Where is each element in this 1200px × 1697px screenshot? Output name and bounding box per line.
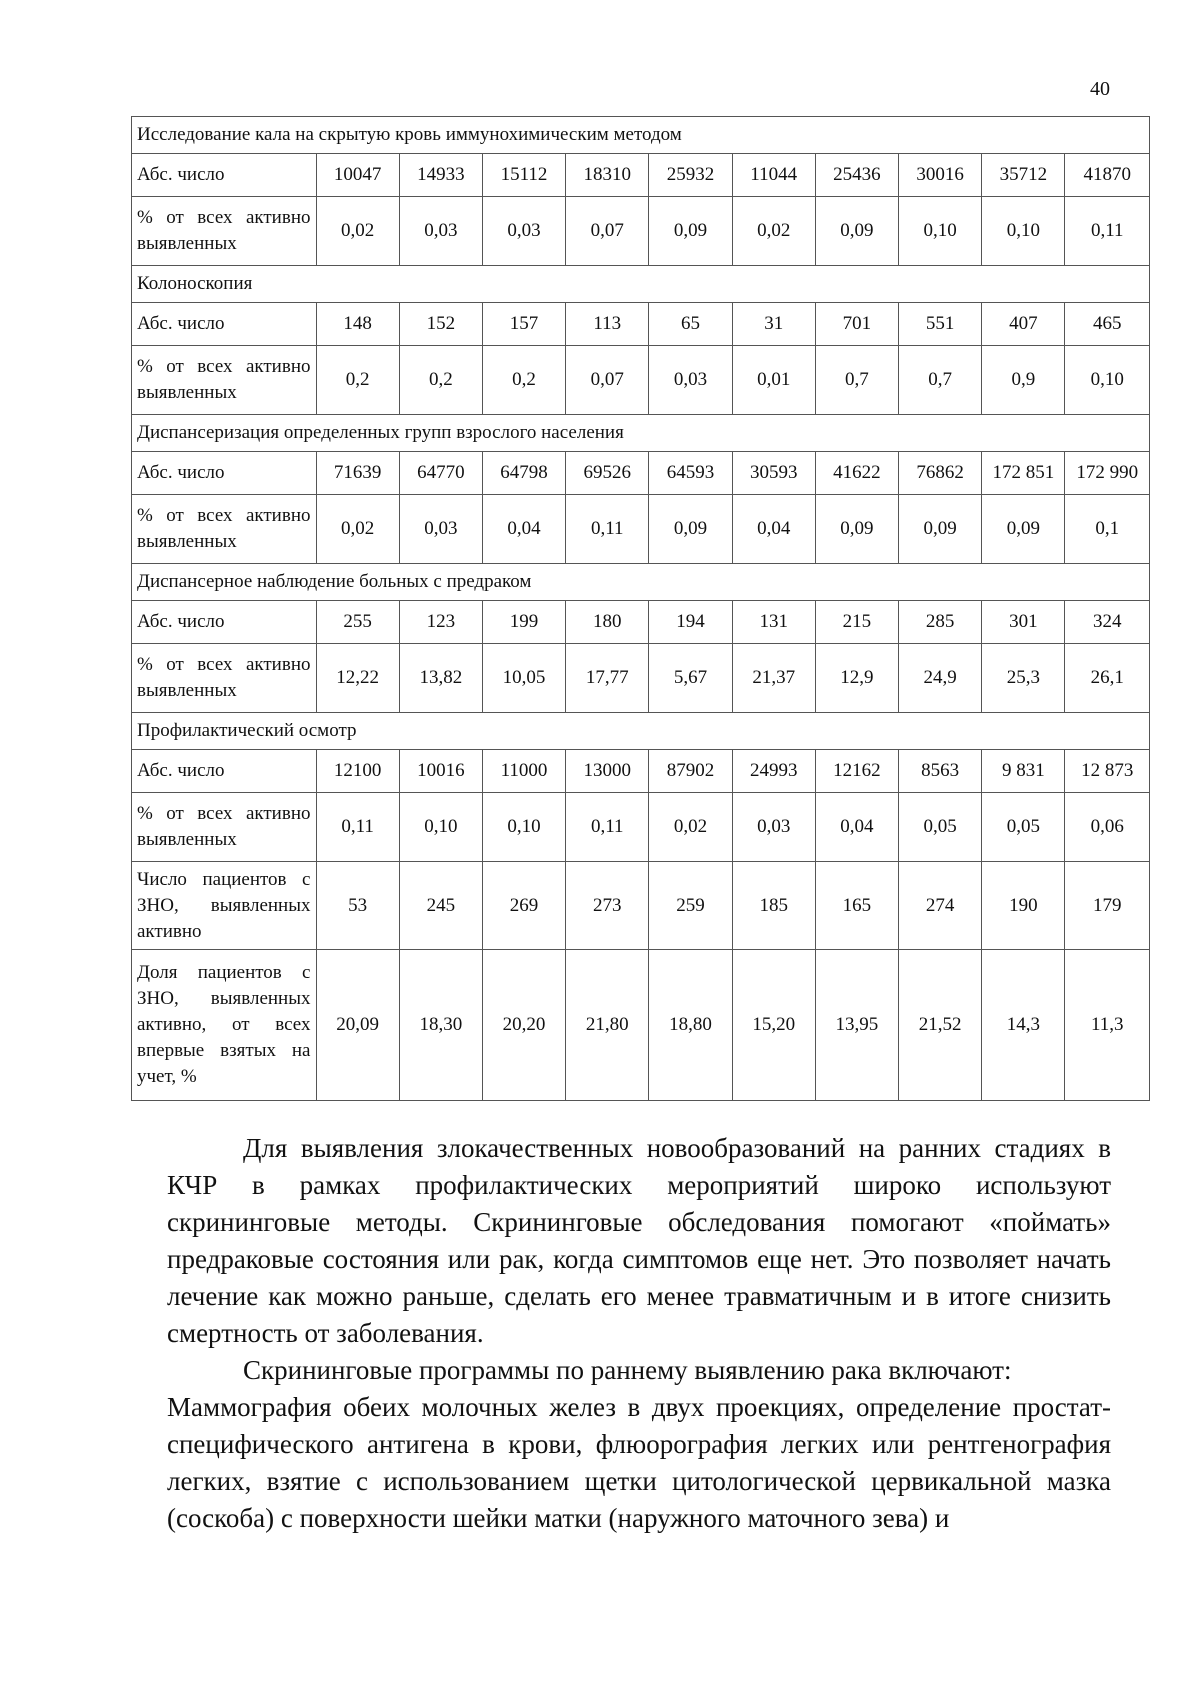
- table-cell: 0,09: [649, 197, 732, 266]
- table-cell: 76862: [899, 452, 982, 495]
- table-cell: 0,09: [815, 495, 898, 564]
- row-label: Абс. число: [132, 601, 317, 644]
- row-label: % от всех активно выявленных: [132, 495, 317, 564]
- table-cell: 64593: [649, 452, 732, 495]
- table-cell: 0,11: [316, 793, 399, 862]
- table-cell: 255: [316, 601, 399, 644]
- row-label: % от всех активно выявленных: [132, 197, 317, 266]
- table-row: [132, 793, 1150, 862]
- table-cell: 0,09: [899, 495, 982, 564]
- table-cell: 0,7: [815, 346, 898, 415]
- table-cell: 185: [732, 862, 815, 950]
- table-cell: 0,10: [899, 197, 982, 266]
- table-cell: 0,2: [482, 346, 565, 415]
- table-cell: 24,9: [899, 644, 982, 713]
- table-cell: 12162: [815, 750, 898, 793]
- section-header-row: [132, 266, 1150, 303]
- table-cell: 20,20: [482, 950, 565, 1101]
- table-row: [132, 303, 1150, 346]
- table-row: [132, 495, 1150, 564]
- table-cell: 25932: [649, 154, 732, 197]
- table-cell: 0,1: [1065, 495, 1150, 564]
- table-cell: 31: [732, 303, 815, 346]
- table-cell: 0,04: [482, 495, 565, 564]
- table-cell: 179: [1065, 862, 1150, 950]
- table-cell: 25,3: [982, 644, 1065, 713]
- table-cell: 0,02: [316, 495, 399, 564]
- table-cell: 0,09: [982, 495, 1065, 564]
- section-header-row: [132, 117, 1150, 154]
- table-cell: 190: [982, 862, 1065, 950]
- table-cell: 18,30: [399, 950, 482, 1101]
- table-cell: 0,9: [982, 346, 1065, 415]
- table-cell: 11,3: [1065, 950, 1150, 1101]
- row-label: Абс. число: [132, 154, 317, 197]
- table-cell: 269: [482, 862, 565, 950]
- table-cell: 13,82: [399, 644, 482, 713]
- table-cell: 64798: [482, 452, 565, 495]
- screening-table: [131, 116, 1150, 1101]
- table-cell: 273: [566, 862, 649, 950]
- table-cell: 701: [815, 303, 898, 346]
- table-row: [132, 154, 1150, 197]
- table-cell: 0,07: [566, 197, 649, 266]
- row-label: % от всех активно выявленных: [132, 644, 317, 713]
- table-cell: 0,03: [482, 197, 565, 266]
- table-cell: 0,04: [815, 793, 898, 862]
- table-cell: 285: [899, 601, 982, 644]
- table-cell: 24993: [732, 750, 815, 793]
- table-cell: 0,01: [732, 346, 815, 415]
- table-cell: 157: [482, 303, 565, 346]
- table-cell: 87902: [649, 750, 732, 793]
- table-cell: 0,07: [566, 346, 649, 415]
- body-text: [167, 1130, 1111, 1537]
- table-cell: 0,06: [1065, 793, 1150, 862]
- row-label: Число пациентов с ЗНО, выявленных активно: [132, 862, 317, 950]
- table-cell: 8563: [899, 750, 982, 793]
- table-cell: 12 873: [1065, 750, 1150, 793]
- table-cell: 41870: [1065, 154, 1150, 197]
- table-cell: 0,03: [399, 197, 482, 266]
- table-cell: 152: [399, 303, 482, 346]
- table-row: [132, 644, 1150, 713]
- table-cell: 407: [982, 303, 1065, 346]
- table-cell: 215: [815, 601, 898, 644]
- table-cell: 11044: [732, 154, 815, 197]
- row-label: Абс. число: [132, 750, 317, 793]
- table-cell: 10016: [399, 750, 482, 793]
- table-cell: 0,11: [566, 495, 649, 564]
- table-cell: 20,09: [316, 950, 399, 1101]
- table-cell: 69526: [566, 452, 649, 495]
- table-cell: 148: [316, 303, 399, 346]
- table-cell: 5,67: [649, 644, 732, 713]
- table-cell: 26,1: [1065, 644, 1150, 713]
- table-cell: 14933: [399, 154, 482, 197]
- table-cell: 15112: [482, 154, 565, 197]
- table-cell: 15,20: [732, 950, 815, 1101]
- table-cell: 0,2: [316, 346, 399, 415]
- table-cell: 21,52: [899, 950, 982, 1101]
- table-cell: 131: [732, 601, 815, 644]
- section-title: Колоноскопия: [132, 266, 1150, 303]
- table-cell: 71639: [316, 452, 399, 495]
- table-cell: 17,77: [566, 644, 649, 713]
- table-cell: 0,04: [732, 495, 815, 564]
- table-cell: 0,05: [982, 793, 1065, 862]
- table-cell: 245: [399, 862, 482, 950]
- table-cell: 12100: [316, 750, 399, 793]
- section-title: Диспансерное наблюдение больных с предраком: [132, 564, 1150, 601]
- table-cell: 30016: [899, 154, 982, 197]
- table-row: [132, 950, 1150, 1101]
- section-header-row: [132, 564, 1150, 601]
- table-cell: 53: [316, 862, 399, 950]
- table-cell: 301: [982, 601, 1065, 644]
- row-label: Абс. число: [132, 303, 317, 346]
- table-cell: 12,22: [316, 644, 399, 713]
- table-cell: 123: [399, 601, 482, 644]
- table-cell: 10,05: [482, 644, 565, 713]
- section-header-row: [132, 415, 1150, 452]
- table-cell: 172 990: [1065, 452, 1150, 495]
- table-cell: 0,09: [649, 495, 732, 564]
- table-cell: 35712: [982, 154, 1065, 197]
- table-cell: 0,09: [815, 197, 898, 266]
- table-cell: 274: [899, 862, 982, 950]
- table-cell: 30593: [732, 452, 815, 495]
- table-cell: 0,7: [899, 346, 982, 415]
- row-label: Доля пациентов с ЗНО, выявленных активно, от всех впервые взятых на учет, %: [132, 950, 317, 1101]
- table-cell: 465: [1065, 303, 1150, 346]
- section-title: Диспансеризация определенных групп взрослого населения: [132, 415, 1150, 452]
- table-cell: 25436: [815, 154, 898, 197]
- table-row: [132, 452, 1150, 495]
- table-cell: 324: [1065, 601, 1150, 644]
- section-title: Исследование кала на скрытую кровь иммунохимическим методом: [132, 117, 1150, 154]
- table-row: [132, 197, 1150, 266]
- row-label: % от всех активно выявленных: [132, 793, 317, 862]
- table-cell: 0,03: [649, 346, 732, 415]
- table-cell: 0,11: [566, 793, 649, 862]
- table-row: [132, 601, 1150, 644]
- table-cell: 41622: [815, 452, 898, 495]
- table-cell: 0,02: [316, 197, 399, 266]
- table-cell: 0,02: [732, 197, 815, 266]
- table-cell: 9 831: [982, 750, 1065, 793]
- table-cell: 113: [566, 303, 649, 346]
- table-cell: 10047: [316, 154, 399, 197]
- table-cell: 64770: [399, 452, 482, 495]
- table-cell: 12,9: [815, 644, 898, 713]
- table-cell: 0,10: [482, 793, 565, 862]
- table-cell: 11000: [482, 750, 565, 793]
- paragraph: Для выявления злокачественных новообразований на ранних стадиях в КЧР в рамках профилактических мероприятий широко используют скрининговые методы. Скрининговые обследования помогают «поймать» предраковые состояния или рак, когда симптомов еще нет. Это позволяет начать лечение как можно раньше, сделать его менее травматичным и в итоге снизить смертность от заболевания.: [167, 1133, 1111, 1348]
- table-cell: 0,10: [399, 793, 482, 862]
- table-cell: 0,11: [1065, 197, 1150, 266]
- table-cell: 0,10: [1065, 346, 1150, 415]
- section-title: Профилактический осмотр: [132, 713, 1150, 750]
- table-cell: 0,02: [649, 793, 732, 862]
- table-cell: 0,03: [399, 495, 482, 564]
- table-cell: 0,03: [732, 793, 815, 862]
- table-cell: 0,05: [899, 793, 982, 862]
- table-cell: 65: [649, 303, 732, 346]
- table-cell: 13,95: [815, 950, 898, 1101]
- table-cell: 0,2: [399, 346, 482, 415]
- table-cell: 14,3: [982, 950, 1065, 1101]
- table-cell: 13000: [566, 750, 649, 793]
- table-cell: 172 851: [982, 452, 1065, 495]
- table-cell: 18,80: [649, 950, 732, 1101]
- table-cell: 199: [482, 601, 565, 644]
- paragraph: Маммография обеих молочных желез в двух проекциях, определение простат-специфического антигена в крови, флюорография легких или рентгенография легких, взятие с использованием щетки цитологической цервикальной мазка (соскоба) с поверхности шейки матки (наружного маточного зева) и: [167, 1392, 1111, 1533]
- table-row: [132, 750, 1150, 793]
- section-header-row: [132, 713, 1150, 750]
- paragraph: Скрининговые программы по раннему выявлению рака включают:: [243, 1355, 1012, 1385]
- table-cell: 21,80: [566, 950, 649, 1101]
- table-row: [132, 346, 1150, 415]
- table-cell: 194: [649, 601, 732, 644]
- row-label: % от всех активно выявленных: [132, 346, 317, 415]
- row-label: Абс. число: [132, 452, 317, 495]
- table-cell: 180: [566, 601, 649, 644]
- page-number: 40: [1090, 78, 1110, 100]
- table-cell: 21,37: [732, 644, 815, 713]
- table-cell: 551: [899, 303, 982, 346]
- table-cell: 0,10: [982, 197, 1065, 266]
- table-row: [132, 862, 1150, 950]
- table-cell: 165: [815, 862, 898, 950]
- table-cell: 18310: [566, 154, 649, 197]
- table-cell: 259: [649, 862, 732, 950]
